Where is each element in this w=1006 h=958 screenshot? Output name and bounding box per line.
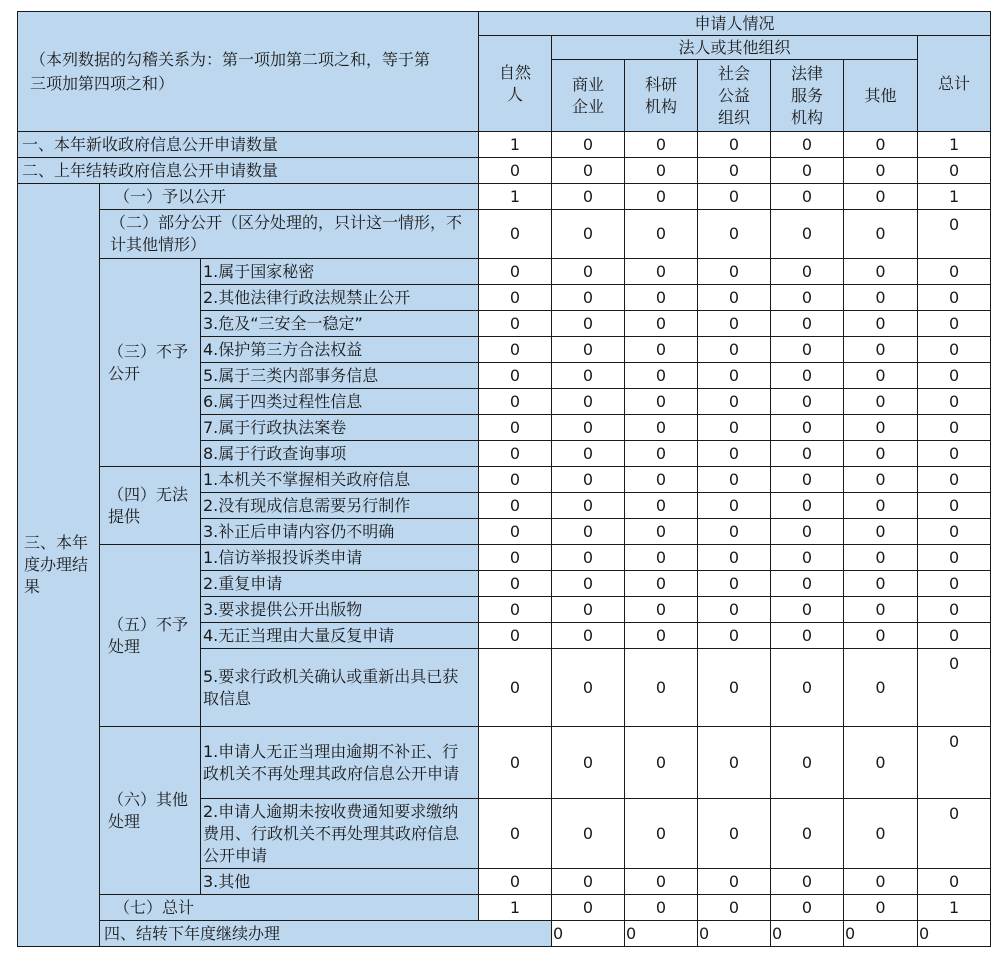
cell-value: 0 <box>625 623 698 649</box>
cell-value: 0 <box>918 467 991 493</box>
cell-value: 0 <box>625 132 698 158</box>
cell-value: 0 <box>698 493 771 519</box>
row-label: 5.属于三类内部事务信息 <box>201 363 479 389</box>
cell-value: 0 <box>771 210 844 259</box>
cell-value: 0 <box>552 210 625 259</box>
cell-value: 0 <box>771 285 844 311</box>
cell-value: 0 <box>918 799 991 869</box>
cell-value: 0 <box>698 519 771 545</box>
cell-value: 0 <box>552 441 625 467</box>
cell-value: 0 <box>698 184 771 210</box>
cell-value: 0 <box>918 441 991 467</box>
cell-value: 0 <box>844 337 918 363</box>
cell-value: 0 <box>844 895 918 921</box>
table-row <box>18 132 991 158</box>
cell-value: 0 <box>625 467 698 493</box>
cell-value: 0 <box>698 389 771 415</box>
cell-value: 0 <box>771 337 844 363</box>
cell-value: 0 <box>552 727 625 799</box>
cell-value: 0 <box>698 441 771 467</box>
cell-value: 0 <box>918 259 991 285</box>
cell-value: 0 <box>918 158 991 184</box>
cell-value: 0 <box>771 363 844 389</box>
cell-value: 0 <box>771 389 844 415</box>
table-row <box>18 921 991 947</box>
cell-value: 0 <box>479 623 552 649</box>
cell-value: 0 <box>844 132 918 158</box>
cell-value: 0 <box>552 869 625 895</box>
cell-value: 0 <box>479 441 552 467</box>
cell-value: 0 <box>552 184 625 210</box>
cell-value: 1 <box>918 184 991 210</box>
cell-value: 1 <box>479 895 552 921</box>
row-label: 1.本机关不掌握相关政府信息 <box>201 467 479 493</box>
cell-value: 0 <box>844 467 918 493</box>
cell-value: 0 <box>771 921 844 947</box>
cell-value: 1 <box>479 132 552 158</box>
section3-label: 三、本年度办理结果 <box>18 184 100 947</box>
cell-value: 0 <box>552 623 625 649</box>
cell-value: 0 <box>479 210 552 259</box>
cell-value: 0 <box>771 493 844 519</box>
cell-value: 0 <box>625 259 698 285</box>
row-label: 2.重复申请 <box>201 571 479 597</box>
header-social: 社会公益组织 <box>698 60 771 132</box>
header-commercial: 商业企业 <box>552 60 625 132</box>
table-row <box>18 545 991 571</box>
row-label: 1.申请人无正当理由逾期不补正、行政机关不再处理其政府信息公开申请 <box>201 727 479 799</box>
cell-value: 0 <box>771 184 844 210</box>
cell-value: 0 <box>771 623 844 649</box>
table-row <box>18 895 991 921</box>
cell-value: 0 <box>771 311 844 337</box>
cell-value: 0 <box>698 363 771 389</box>
cell-value: 0 <box>698 415 771 441</box>
row-label: 5.要求行政机关确认或重新出具已获取信息 <box>201 649 479 727</box>
cell-value: 1 <box>918 895 991 921</box>
cell-value: 0 <box>479 571 552 597</box>
cell-value: 0 <box>771 727 844 799</box>
cell-value: 0 <box>552 132 625 158</box>
cell-value: 0 <box>479 337 552 363</box>
cell-value: 0 <box>552 337 625 363</box>
cell-value: 0 <box>698 285 771 311</box>
cell-value: 1 <box>479 184 552 210</box>
row-label: 4.无正当理由大量反复申请 <box>201 623 479 649</box>
cell-value: 0 <box>844 799 918 869</box>
cell-value: 0 <box>625 597 698 623</box>
cell-value: 0 <box>552 597 625 623</box>
cell-value: 0 <box>625 921 698 947</box>
row-label: 3.补正后申请内容仍不明确 <box>201 519 479 545</box>
cell-value: 0 <box>918 337 991 363</box>
cell-value: 0 <box>479 158 552 184</box>
table-row <box>18 259 991 285</box>
cell-value: 0 <box>698 210 771 259</box>
cell-value: 0 <box>625 493 698 519</box>
cell-value: 0 <box>918 519 991 545</box>
header-total: 总计 <box>918 36 991 132</box>
cell-value: 0 <box>552 545 625 571</box>
cell-value: 0 <box>844 311 918 337</box>
cell-value: 0 <box>844 158 918 184</box>
header-legal-group: 法人或其他组织 <box>552 36 918 60</box>
header-natural-person: 自然人 <box>479 36 552 132</box>
cell-value: 0 <box>625 158 698 184</box>
header-other: 其他 <box>844 60 918 132</box>
table-row <box>18 727 991 799</box>
cell-value: 0 <box>844 545 918 571</box>
cell-value: 0 <box>918 493 991 519</box>
row-label: 7.属于行政执法案卷 <box>201 415 479 441</box>
cell-value: 0 <box>918 545 991 571</box>
cell-value: 0 <box>844 869 918 895</box>
cell-value: 0 <box>552 259 625 285</box>
cell-value: 0 <box>479 597 552 623</box>
cell-value: 0 <box>479 389 552 415</box>
cell-value: 0 <box>479 649 552 727</box>
cell-value: 0 <box>479 727 552 799</box>
row-label: 一、本年新收政府信息公开申请数量 <box>18 132 479 158</box>
cell-value: 0 <box>918 623 991 649</box>
cell-value: 0 <box>918 597 991 623</box>
cell-value: 0 <box>479 869 552 895</box>
cell-value: 0 <box>479 545 552 571</box>
cell-value: 0 <box>918 210 991 259</box>
cell-value: 0 <box>771 799 844 869</box>
row-label: 3.危及“三安全一稳定” <box>201 311 479 337</box>
header-applicant: 申请人情况 <box>479 12 991 36</box>
cell-value: 0 <box>844 597 918 623</box>
cell-value: 0 <box>625 415 698 441</box>
cell-value: 0 <box>698 337 771 363</box>
cell-value: 0 <box>844 441 918 467</box>
cell-value: 0 <box>479 415 552 441</box>
cell-value: 0 <box>918 285 991 311</box>
cell-value: 0 <box>771 467 844 493</box>
cell-value: 0 <box>844 285 918 311</box>
group-label: （三）不予公开 <box>100 259 201 467</box>
cell-value: 0 <box>552 389 625 415</box>
disclosure-stats-table <box>17 11 991 947</box>
cell-value: 0 <box>844 389 918 415</box>
cell-value: 0 <box>844 493 918 519</box>
cell-value: 0 <box>844 210 918 259</box>
cell-value: 0 <box>552 311 625 337</box>
cell-value: 0 <box>625 649 698 727</box>
cell-value: 0 <box>771 545 844 571</box>
cell-value: 0 <box>698 869 771 895</box>
row-label: 2.其他法律行政法规禁止公开 <box>201 285 479 311</box>
cell-value: 0 <box>918 363 991 389</box>
cell-value: 0 <box>918 415 991 441</box>
cell-value: 0 <box>479 467 552 493</box>
cell-value: 0 <box>625 210 698 259</box>
cell-value: 0 <box>698 571 771 597</box>
cell-value: 0 <box>698 597 771 623</box>
cell-value: 0 <box>625 311 698 337</box>
cell-value: 0 <box>771 869 844 895</box>
cell-value: 0 <box>844 571 918 597</box>
cell-value: 0 <box>918 649 991 727</box>
row-label: 2.没有现成信息需要另行制作 <box>201 493 479 519</box>
cell-value: 0 <box>552 799 625 869</box>
header-research: 科研机构 <box>625 60 698 132</box>
cell-value: 0 <box>552 895 625 921</box>
cell-value: 0 <box>918 311 991 337</box>
header-note: （本列数据的勾稽关系为：第一项加第二项之和，等于第三项加第四项之和） <box>18 12 479 132</box>
cell-value: 0 <box>479 259 552 285</box>
cell-value: 0 <box>918 921 991 947</box>
cell-value: 0 <box>552 921 625 947</box>
cell-value: 0 <box>698 623 771 649</box>
cell-value: 0 <box>844 921 918 947</box>
cell-value: 0 <box>698 921 771 947</box>
cell-value: 0 <box>625 727 698 799</box>
cell-value: 0 <box>698 799 771 869</box>
cell-value: 0 <box>625 184 698 210</box>
cell-value: 0 <box>698 311 771 337</box>
cell-value: 0 <box>552 467 625 493</box>
cell-value: 0 <box>552 649 625 727</box>
row-label: 3.要求提供公开出版物 <box>201 597 479 623</box>
cell-value: 0 <box>479 519 552 545</box>
cell-value: 0 <box>625 441 698 467</box>
row-label: 1.属于国家秘密 <box>201 259 479 285</box>
cell-value: 0 <box>698 158 771 184</box>
table-row <box>18 158 991 184</box>
cell-value: 0 <box>771 895 844 921</box>
cell-value: 0 <box>771 519 844 545</box>
cell-value: 0 <box>625 571 698 597</box>
cell-value: 0 <box>771 158 844 184</box>
cell-value: 0 <box>771 597 844 623</box>
cell-value: 0 <box>625 799 698 869</box>
row-label: （一）予以公开 <box>100 184 479 210</box>
row-label: 3.其他 <box>201 869 479 895</box>
cell-value: 0 <box>918 389 991 415</box>
row-label: 8.属于行政查询事项 <box>201 441 479 467</box>
cell-value: 0 <box>844 623 918 649</box>
cell-value: 0 <box>844 727 918 799</box>
cell-value: 0 <box>552 493 625 519</box>
cell-value: 0 <box>552 363 625 389</box>
cell-value: 0 <box>918 727 991 799</box>
row-label: （七）总计 <box>100 895 479 921</box>
group-label: （五）不予处理 <box>100 545 201 727</box>
cell-value: 0 <box>625 363 698 389</box>
group-label: （六）其他处理 <box>100 727 201 895</box>
cell-value: 0 <box>844 649 918 727</box>
row-label: 四、结转下年度继续办理 <box>100 921 552 947</box>
cell-value: 0 <box>771 132 844 158</box>
cell-value: 0 <box>552 519 625 545</box>
cell-value: 0 <box>698 545 771 571</box>
cell-value: 1 <box>918 132 991 158</box>
cell-value: 0 <box>698 132 771 158</box>
table-row <box>18 467 991 493</box>
row-label: 1.信访举报投诉类申请 <box>201 545 479 571</box>
cell-value: 0 <box>698 467 771 493</box>
row-label: 二、上年结转政府信息公开申请数量 <box>18 158 479 184</box>
cell-value: 0 <box>918 869 991 895</box>
cell-value: 0 <box>625 869 698 895</box>
cell-value: 0 <box>552 571 625 597</box>
cell-value: 0 <box>698 727 771 799</box>
cell-value: 0 <box>479 311 552 337</box>
cell-value: 0 <box>771 259 844 285</box>
cell-value: 0 <box>479 493 552 519</box>
row-label: 2.申请人逾期未按收费通知要求缴纳费用、行政机关不再处理其政府信息公开申请 <box>201 799 479 869</box>
cell-value: 0 <box>771 571 844 597</box>
row-label: 4.保护第三方合法权益 <box>201 337 479 363</box>
cell-value: 0 <box>625 519 698 545</box>
cell-value: 0 <box>844 415 918 441</box>
cell-value: 0 <box>698 895 771 921</box>
cell-value: 0 <box>625 389 698 415</box>
cell-value: 0 <box>479 363 552 389</box>
cell-value: 0 <box>625 337 698 363</box>
header-legal-service: 法律服务机构 <box>771 60 844 132</box>
cell-value: 0 <box>625 285 698 311</box>
cell-value: 0 <box>844 519 918 545</box>
cell-value: 0 <box>698 259 771 285</box>
cell-value: 0 <box>552 285 625 311</box>
row-label: 6.属于四类过程性信息 <box>201 389 479 415</box>
cell-value: 0 <box>771 415 844 441</box>
cell-value: 0 <box>552 415 625 441</box>
cell-value: 0 <box>625 895 698 921</box>
cell-value: 0 <box>479 799 552 869</box>
table-row <box>18 184 991 210</box>
cell-value: 0 <box>771 441 844 467</box>
cell-value: 0 <box>552 158 625 184</box>
cell-value: 0 <box>844 363 918 389</box>
cell-value: 0 <box>771 649 844 727</box>
table-row <box>18 210 991 259</box>
cell-value: 0 <box>918 571 991 597</box>
cell-value: 0 <box>844 259 918 285</box>
group-label: （四）无法提供 <box>100 467 201 545</box>
cell-value: 0 <box>698 649 771 727</box>
cell-value: 0 <box>625 545 698 571</box>
row-label: （二）部分公开（区分处理的，只计这一情形，不计其他情形） <box>100 210 479 259</box>
cell-value: 0 <box>844 184 918 210</box>
cell-value: 0 <box>479 285 552 311</box>
